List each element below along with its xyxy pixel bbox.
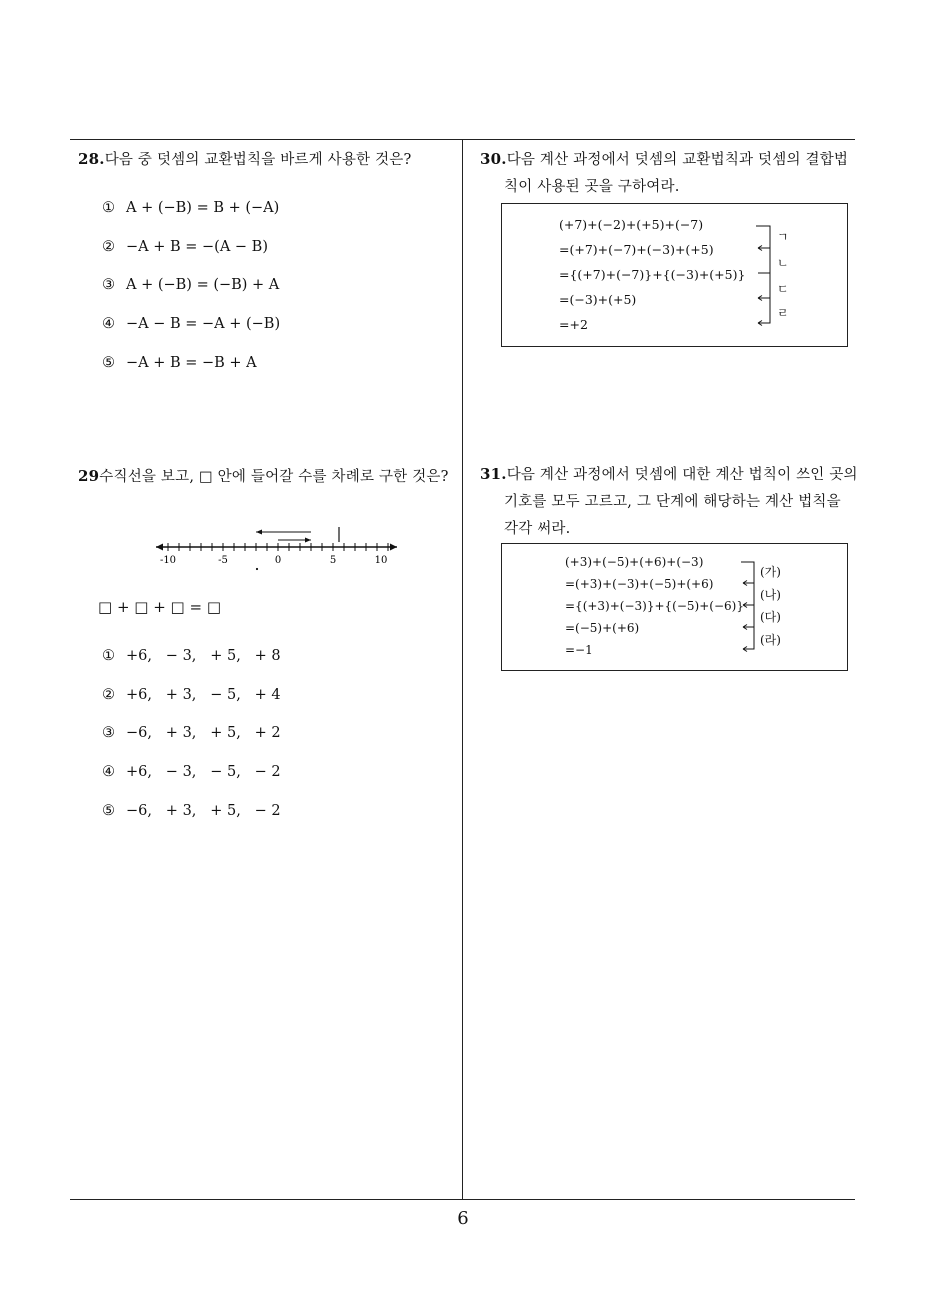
axis-right-arrow (390, 544, 397, 551)
q28-title (78, 146, 411, 174)
q31-title (480, 461, 858, 543)
q28-text: 다음 중 덧셈의 교환법칙을 바르게 사용한 것은? (104, 152, 412, 168)
choice-text: −A + B = −B + A (126, 355, 257, 371)
q31-calc-line-5: =−1 (565, 643, 593, 657)
q28-choice-1[interactable] (102, 200, 279, 216)
number-line (150, 518, 405, 576)
choice-text: −A + B = −(A − B) (126, 239, 268, 255)
q29-number: 29 (78, 467, 100, 485)
q29-text: 수직선을 보고, □ 안에 들어갈 수를 차례로 구한 것은? (99, 469, 449, 485)
q31-text-line2: 기호를 모두 고르고, 그 단계에 해당하는 계산 법칙을 (504, 494, 841, 510)
q28-choice-5[interactable] (102, 355, 257, 371)
q29-title (78, 463, 449, 491)
choice-text: +6, − 3, + 5, + 8 (126, 648, 281, 664)
choice-number: ⑤ (102, 803, 115, 819)
q31-calc-line-4: =(−5)+(+6) (565, 621, 640, 635)
choice-number: ③ (102, 725, 115, 741)
q31-number: 31. (480, 465, 507, 483)
q31-tag-4: (라) (760, 633, 781, 647)
choice-text: −A − B = −A + (−B) (126, 316, 281, 332)
q30-tag-2: ㄴ (777, 256, 789, 270)
q29-choice-4[interactable] (102, 764, 281, 780)
choice-number: ④ (102, 764, 115, 780)
number-line-ticks (168, 543, 388, 551)
choice-text: −6, + 3, + 5, + 2 (126, 725, 281, 741)
q31-calc-line-2: =(+3)+(−3)+(−5)+(+6) (565, 577, 714, 591)
q31-tag-2: (나) (760, 588, 781, 602)
page-number: 6 (457, 1208, 469, 1229)
choice-number: ③ (102, 277, 115, 293)
choice-number: ① (102, 648, 115, 664)
q30-title (480, 146, 848, 201)
q30-calc-line-2: =(+7)+(−7)+(−3)+(+5) (559, 242, 714, 257)
q29-formula: □ + □ + □ = □ (98, 598, 222, 616)
q30-tag-1: ㄱ (777, 230, 789, 244)
tick-label-10: 10 (374, 555, 388, 566)
q30-number: 30. (480, 150, 507, 168)
q30-calc-line-5: =+2 (559, 317, 588, 332)
q30-tag-4: ㄹ (777, 306, 789, 320)
q30-calc-line-1: (+7)+(−2)+(+5)+(−7) (559, 217, 704, 232)
q31-tag-1: (가) (760, 565, 781, 579)
q29-choice-3[interactable] (102, 725, 281, 741)
tick-label-5: 5 (329, 555, 337, 566)
q29-choice-2[interactable] (102, 687, 281, 703)
choice-text: A + (−B) = B + (−A) (126, 200, 280, 216)
q31-text-line1: 다음 계산 과정에서 덧셈에 대한 계산 법칙이 쓰인 곳의 (506, 467, 858, 483)
q30-text-line1: 다음 계산 과정에서 덧셈의 교환법칙과 덧셈의 결합법 (506, 152, 849, 168)
choice-number: ② (102, 239, 115, 255)
tick-label-neg10: -10 (159, 555, 177, 566)
choice-number: ① (102, 200, 115, 216)
choice-text: A + (−B) = (−B) + A (126, 277, 280, 293)
axis-left-arrow (156, 544, 163, 551)
q31-calc-line-3: ={(+3)+(−3)}+{(−5)+(−6)} (565, 599, 744, 613)
q30-calc-box (501, 203, 848, 347)
tick-label-0: 0 (274, 555, 282, 566)
choice-number: ② (102, 687, 115, 703)
q29-choice-1[interactable] (102, 648, 281, 664)
choice-text: +6, − 3, − 5, − 2 (126, 764, 281, 780)
movement-arrowhead-1 (256, 530, 262, 535)
q30-text-line2: 칙이 사용된 곳을 구하여라. (504, 179, 680, 195)
q31-calc-box (501, 543, 848, 671)
choice-number: ⑤ (102, 355, 115, 371)
q31-text-line3: 각각 써라. (504, 521, 571, 537)
q31-bracket-arrows (738, 558, 760, 654)
q30-tag-3: ㄷ (777, 282, 789, 296)
q30-calc-line-4: =(−3)+(+5) (559, 292, 637, 307)
marker-dot (256, 568, 258, 570)
tick-label-neg5: -5 (218, 555, 228, 566)
column-divider (462, 139, 463, 1200)
q31-calc-line-1: (+3)+(−5)+(+6)+(−3) (565, 555, 704, 569)
choice-text: +6, + 3, − 5, + 4 (126, 687, 281, 703)
q29-choice-5[interactable] (102, 803, 281, 819)
q28-choice-2[interactable] (102, 239, 268, 255)
q28-choice-4[interactable] (102, 316, 280, 332)
movement-arrowhead-2 (305, 538, 311, 543)
q31-tag-3: (다) (760, 610, 781, 624)
q28-number: 28. (78, 150, 105, 168)
q28-choice-3[interactable] (102, 277, 279, 293)
q30-calc-line-3: ={(+7)+(−7)}+{(−3)+(+5)} (559, 267, 746, 282)
choice-text: −6, + 3, + 5, − 2 (126, 803, 281, 819)
bottom-rule (70, 1199, 855, 1200)
choice-number: ④ (102, 316, 115, 332)
